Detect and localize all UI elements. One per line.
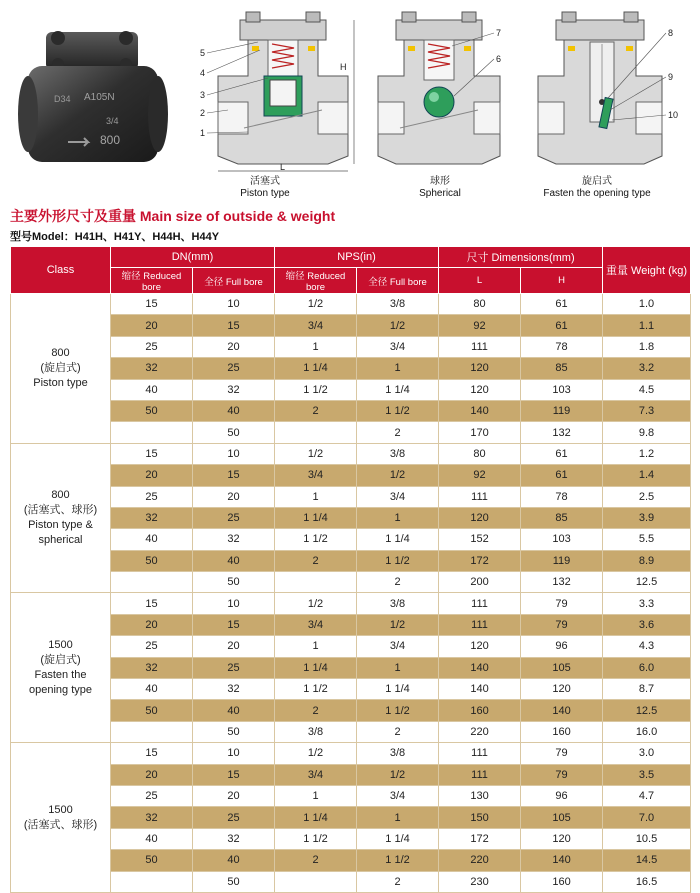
- cell-dn-reduced: 20: [111, 614, 193, 635]
- class-line: Fasten the: [34, 668, 87, 681]
- valve-photo: [8, 14, 168, 174]
- cell-nps-full: 1 1/4: [357, 529, 439, 550]
- cell-dn-full: 25: [193, 507, 275, 528]
- dim-l-label: L: [280, 162, 286, 172]
- cell-nps-full: 1 1/2: [357, 850, 439, 871]
- class-line: 800: [51, 346, 70, 359]
- cell-dn-reduced: 40: [111, 828, 193, 849]
- cell-dim-l: 120: [439, 358, 521, 379]
- cell-dn-full: 10: [193, 743, 275, 764]
- cell-weight: 12.5: [603, 700, 691, 721]
- class-line: spherical: [38, 534, 83, 547]
- callout-1: 1: [200, 128, 206, 138]
- cell-nps-reduced: 1: [275, 785, 357, 806]
- cell-dim-l: 111: [439, 764, 521, 785]
- cell-dn-full: 40: [193, 400, 275, 421]
- cell-dn-full: 10: [193, 294, 275, 315]
- cell-nps-reduced: [275, 422, 357, 443]
- cell-dim-l: 200: [439, 572, 521, 593]
- cell-dim-l: 80: [439, 294, 521, 315]
- cell-weight: 14.5: [603, 850, 691, 871]
- cell-nps-reduced: 1: [275, 636, 357, 657]
- cell-dim-l: 150: [439, 807, 521, 828]
- cell-dn-full: 20: [193, 636, 275, 657]
- cell-dn-reduced: [111, 572, 193, 593]
- table-row: [11, 850, 691, 871]
- class-line: (活塞式、球形): [23, 504, 98, 517]
- cell-nps-full: 3/4: [357, 636, 439, 657]
- cell-dn-reduced: 40: [111, 679, 193, 700]
- class-line: (旋启式): [40, 653, 81, 666]
- table-row: [11, 507, 691, 528]
- size-weight-table: [10, 246, 691, 893]
- cell-dn-full: 50: [193, 422, 275, 443]
- cell-nps-reduced: 1/2: [275, 443, 357, 464]
- cell-dim-l: 120: [439, 507, 521, 528]
- cell-dn-full: 15: [193, 315, 275, 336]
- table-row: [11, 315, 691, 336]
- cell-dim-h: 79: [521, 743, 603, 764]
- cell-dim-l: 111: [439, 743, 521, 764]
- cell-dim-h: 132: [521, 422, 603, 443]
- table-row: [11, 871, 691, 892]
- table-row: [11, 614, 691, 635]
- callout-10: 10: [668, 110, 679, 120]
- class-line: opening type: [29, 683, 92, 696]
- cell-dim-l: 111: [439, 486, 521, 507]
- cell-nps-reduced: 3/4: [275, 614, 357, 635]
- cell-weight: 4.7: [603, 785, 691, 806]
- cell-nps-reduced: 1 1/2: [275, 679, 357, 700]
- cell-dn-reduced: [111, 422, 193, 443]
- cell-nps-full: 3/4: [357, 486, 439, 507]
- cell-dn-reduced: 25: [111, 785, 193, 806]
- cell-dn-full: 15: [193, 764, 275, 785]
- cell-nps-full: 1: [357, 358, 439, 379]
- table-row: [11, 785, 691, 806]
- cell-dn-reduced: 25: [111, 486, 193, 507]
- cell-nps-reduced: 1/2: [275, 743, 357, 764]
- class-line: Piston type &: [28, 519, 93, 532]
- cell-dn-full: 25: [193, 657, 275, 678]
- cell-nps-full: 1/2: [357, 764, 439, 785]
- table-row: [11, 379, 691, 400]
- cell-dim-l: 92: [439, 315, 521, 336]
- fasten-caption-en: Fasten the opening type: [543, 188, 651, 199]
- cell-dn-full: 25: [193, 358, 275, 379]
- header-nps-full: 全径 Full bore: [357, 268, 439, 294]
- cell-dn-reduced: 32: [111, 657, 193, 678]
- cell-weight: 2.5: [603, 486, 691, 507]
- cell-weight: 1.0: [603, 294, 691, 315]
- cell-dn-reduced: 15: [111, 294, 193, 315]
- callout-8: 8: [668, 28, 674, 38]
- fasten-caption: [537, 176, 657, 200]
- cell-nps-reduced: 1 1/4: [275, 507, 357, 528]
- cell-dim-h: 61: [521, 294, 603, 315]
- table-row: [11, 400, 691, 421]
- cell-nps-reduced: 1 1/4: [275, 807, 357, 828]
- cell-weight: 6.0: [603, 657, 691, 678]
- cell-dim-l: 120: [439, 379, 521, 400]
- cell-weight: 8.7: [603, 679, 691, 700]
- body-mark-size: 3/4: [106, 116, 119, 126]
- cell-dn-full: 20: [193, 336, 275, 357]
- cell-dim-h: 120: [521, 679, 603, 700]
- cell-dn-reduced: 50: [111, 700, 193, 721]
- cell-weight: 3.5: [603, 764, 691, 785]
- cell-nps-reduced: 1: [275, 336, 357, 357]
- cell-dim-l: 130: [439, 785, 521, 806]
- cell-dim-h: 119: [521, 550, 603, 571]
- spherical-caption-en: Spherical: [419, 188, 461, 199]
- cell-dim-l: 92: [439, 465, 521, 486]
- table-row: [11, 529, 691, 550]
- cell-dn-reduced: 15: [111, 743, 193, 764]
- cell-nps-full: 3/4: [357, 336, 439, 357]
- header-dimensions: 尺寸 Dimensions(mm): [439, 247, 603, 268]
- table-row: [11, 294, 691, 315]
- callout-9: 9: [668, 72, 674, 82]
- table-row: [11, 679, 691, 700]
- cell-dim-l: 170: [439, 422, 521, 443]
- cell-dim-h: 96: [521, 636, 603, 657]
- cell-dn-reduced: [111, 871, 193, 892]
- cell-nps-full: 1: [357, 807, 439, 828]
- cell-dn-reduced: 25: [111, 636, 193, 657]
- cell-weight: 8.9: [603, 550, 691, 571]
- cell-dim-l: 172: [439, 828, 521, 849]
- spherical-caption-zh: 球形: [430, 176, 450, 187]
- table-row: [11, 657, 691, 678]
- cell-nps-full: 1 1/4: [357, 379, 439, 400]
- cell-nps-full: 1 1/4: [357, 679, 439, 700]
- cell-nps-reduced: 2: [275, 700, 357, 721]
- table-row: [11, 486, 691, 507]
- header-dn: DN(mm): [111, 247, 275, 268]
- cell-dim-l: 120: [439, 636, 521, 657]
- header-l: L: [439, 268, 521, 294]
- cell-nps-reduced: 1 1/4: [275, 358, 357, 379]
- cell-nps-full: 2: [357, 422, 439, 443]
- callout-7: 7: [496, 28, 502, 38]
- table-row: [11, 593, 691, 614]
- header-nps: NPS(in): [275, 247, 439, 268]
- table-row: [11, 443, 691, 464]
- cell-nps-reduced: 1: [275, 486, 357, 507]
- cell-dim-h: 103: [521, 379, 603, 400]
- header-weight: 重量 Weight (kg): [603, 247, 691, 294]
- fasten-opening-diagram: [528, 6, 693, 176]
- cell-nps-reduced: 3/4: [275, 315, 357, 336]
- cell-dim-l: 140: [439, 679, 521, 700]
- table-row: [11, 743, 691, 764]
- cell-nps-full: 3/4: [357, 785, 439, 806]
- cell-dn-full: 50: [193, 721, 275, 742]
- cell-nps-reduced: 1 1/2: [275, 828, 357, 849]
- dim-h-label: H: [340, 62, 347, 72]
- piston-caption: [215, 176, 315, 200]
- cell-dn-full: 50: [193, 871, 275, 892]
- cell-weight: 4.3: [603, 636, 691, 657]
- class-line: 800: [51, 489, 70, 502]
- callout-3: 3: [200, 90, 206, 100]
- cell-dim-l: 111: [439, 336, 521, 357]
- cell-dim-h: 85: [521, 358, 603, 379]
- cell-nps-reduced: 2: [275, 550, 357, 571]
- cell-nps-full: 3/8: [357, 294, 439, 315]
- cell-nps-reduced: [275, 572, 357, 593]
- cell-dn-full: 10: [193, 593, 275, 614]
- piston-caption-zh: 活塞式: [250, 176, 280, 187]
- cell-dim-h: 79: [521, 764, 603, 785]
- cell-dim-h: 160: [521, 871, 603, 892]
- table-row: [11, 572, 691, 593]
- cell-dn-reduced: 32: [111, 358, 193, 379]
- cell-nps-full: 1/2: [357, 315, 439, 336]
- cell-dn-full: 20: [193, 785, 275, 806]
- cell-dim-l: 140: [439, 400, 521, 421]
- table-row: [11, 807, 691, 828]
- cell-nps-full: 1: [357, 507, 439, 528]
- piston-type-diagram: [198, 6, 358, 176]
- cell-dn-full: 32: [193, 828, 275, 849]
- cell-dim-l: 111: [439, 614, 521, 635]
- table-row: [11, 700, 691, 721]
- cell-dim-h: 120: [521, 828, 603, 849]
- cell-dim-l: 230: [439, 871, 521, 892]
- cell-weight: 3.3: [603, 593, 691, 614]
- cell-dim-h: 105: [521, 807, 603, 828]
- cell-dim-l: 80: [439, 443, 521, 464]
- class-cell: [11, 294, 111, 444]
- class-line: (旋启式): [40, 361, 81, 374]
- cell-weight: 10.5: [603, 828, 691, 849]
- table-row: [11, 358, 691, 379]
- body-mark-a105n: A105N: [84, 92, 115, 103]
- cell-dn-full: 32: [193, 679, 275, 700]
- cell-dim-h: 140: [521, 700, 603, 721]
- cell-dn-reduced: 32: [111, 807, 193, 828]
- cell-dn-full: 40: [193, 850, 275, 871]
- cell-nps-full: 3/8: [357, 443, 439, 464]
- cell-dn-reduced: [111, 721, 193, 742]
- cell-nps-full: 2: [357, 572, 439, 593]
- class-line: Piston type: [33, 376, 88, 389]
- cell-weight: 1.1: [603, 315, 691, 336]
- callout-4: 4: [200, 68, 206, 78]
- cell-nps-full: 1: [357, 657, 439, 678]
- cell-dim-h: 119: [521, 400, 603, 421]
- cell-dim-l: 172: [439, 550, 521, 571]
- cell-dn-full: 32: [193, 529, 275, 550]
- cell-dim-h: 79: [521, 593, 603, 614]
- cell-weight: 16.5: [603, 871, 691, 892]
- cell-nps-full: 3/8: [357, 593, 439, 614]
- cell-weight: 5.5: [603, 529, 691, 550]
- spherical-caption: [395, 176, 485, 200]
- header-dn-reduced: 缩径 Reduced bore: [111, 268, 193, 294]
- cell-dn-full: 40: [193, 700, 275, 721]
- cell-weight: 9.8: [603, 422, 691, 443]
- class-line: 1500: [48, 803, 73, 816]
- spherical-diagram: [370, 6, 510, 176]
- body-mark-class: 800: [100, 133, 121, 147]
- cell-dn-reduced: 15: [111, 443, 193, 464]
- cell-nps-reduced: 3/4: [275, 465, 357, 486]
- table-row: [11, 336, 691, 357]
- cell-nps-reduced: 1/2: [275, 593, 357, 614]
- cell-dim-l: 160: [439, 700, 521, 721]
- table-row: [11, 721, 691, 742]
- table-row: [11, 764, 691, 785]
- cell-nps-full: 2: [357, 721, 439, 742]
- cell-dn-reduced: 50: [111, 400, 193, 421]
- callout-2: 2: [200, 108, 206, 118]
- cell-dn-full: 50: [193, 572, 275, 593]
- cell-dn-reduced: 15: [111, 593, 193, 614]
- cell-nps-full: 1/2: [357, 465, 439, 486]
- table-row: [11, 636, 691, 657]
- cell-dn-full: 20: [193, 486, 275, 507]
- cell-weight: 3.0: [603, 743, 691, 764]
- cell-dim-h: 78: [521, 336, 603, 357]
- table-row: [11, 465, 691, 486]
- table-row: [11, 828, 691, 849]
- cell-dim-h: 78: [521, 486, 603, 507]
- section-heading: 主要外形尺寸及重量 Main size of outside & weight: [10, 208, 336, 224]
- cell-dim-h: 61: [521, 443, 603, 464]
- model-line: 型号Model：H41H、H41Y、H44H、H44Y: [10, 231, 220, 243]
- class-cell: [11, 593, 111, 743]
- callout-5: 5: [200, 48, 206, 58]
- cell-nps-reduced: 1 1/2: [275, 529, 357, 550]
- cell-dim-h: 132: [521, 572, 603, 593]
- cell-dn-reduced: 25: [111, 336, 193, 357]
- cell-nps-reduced: 3/8: [275, 721, 357, 742]
- cell-dn-full: 25: [193, 807, 275, 828]
- cell-dim-l: 111: [439, 593, 521, 614]
- piston-caption-en: Piston type: [240, 188, 290, 199]
- callout-6: 6: [496, 54, 502, 64]
- class-cell: [11, 743, 111, 893]
- cell-nps-full: 1/2: [357, 614, 439, 635]
- cell-dim-h: 103: [521, 529, 603, 550]
- cell-dn-full: 32: [193, 379, 275, 400]
- table-row: [11, 422, 691, 443]
- fasten-caption-zh: 旋启式: [582, 176, 612, 187]
- cell-dim-h: 160: [521, 721, 603, 742]
- cell-nps-reduced: [275, 871, 357, 892]
- cell-weight: 12.5: [603, 572, 691, 593]
- cell-weight: 1.2: [603, 443, 691, 464]
- cell-weight: 3.6: [603, 614, 691, 635]
- cell-weight: 4.5: [603, 379, 691, 400]
- cell-dn-full: 15: [193, 465, 275, 486]
- cell-weight: 3.9: [603, 507, 691, 528]
- cell-nps-full: 1 1/2: [357, 550, 439, 571]
- cell-dim-l: 152: [439, 529, 521, 550]
- cell-dim-h: 79: [521, 614, 603, 635]
- cell-dim-l: 220: [439, 850, 521, 871]
- cell-dn-reduced: 20: [111, 764, 193, 785]
- cell-nps-reduced: 1/2: [275, 294, 357, 315]
- cell-dn-reduced: 50: [111, 850, 193, 871]
- cell-nps-reduced: 3/4: [275, 764, 357, 785]
- cell-dim-l: 220: [439, 721, 521, 742]
- cell-dim-h: 96: [521, 785, 603, 806]
- header-nps-reduced: 缩径 Reduced bore: [275, 268, 357, 294]
- class-line: 1500: [48, 638, 73, 651]
- header-class: Class: [11, 247, 111, 294]
- cell-nps-full: 2: [357, 871, 439, 892]
- cell-nps-reduced: 1 1/2: [275, 379, 357, 400]
- cell-nps-reduced: 2: [275, 400, 357, 421]
- cell-weight: 1.8: [603, 336, 691, 357]
- cell-nps-full: 3/8: [357, 743, 439, 764]
- cell-dn-reduced: 32: [111, 507, 193, 528]
- cell-dim-h: 105: [521, 657, 603, 678]
- cell-dn-reduced: 40: [111, 529, 193, 550]
- header-dn-full: 全径 Full bore: [193, 268, 275, 294]
- cell-dn-full: 40: [193, 550, 275, 571]
- cell-nps-reduced: 2: [275, 850, 357, 871]
- cell-dim-l: 140: [439, 657, 521, 678]
- cell-dn-reduced: 40: [111, 379, 193, 400]
- cell-nps-full: 1 1/2: [357, 700, 439, 721]
- cell-dn-reduced: 20: [111, 465, 193, 486]
- cell-weight: 16.0: [603, 721, 691, 742]
- cell-dn-reduced: 20: [111, 315, 193, 336]
- cell-dn-reduced: 50: [111, 550, 193, 571]
- cell-weight: 7.3: [603, 400, 691, 421]
- cell-dn-full: 15: [193, 614, 275, 635]
- cell-nps-full: 1 1/2: [357, 400, 439, 421]
- cell-dim-h: 140: [521, 850, 603, 871]
- cell-dim-h: 61: [521, 465, 603, 486]
- body-mark-d34: D34: [54, 94, 71, 104]
- table-body: [11, 294, 691, 893]
- cell-nps-reduced: 1 1/4: [275, 657, 357, 678]
- class-line: (活塞式、球形): [23, 818, 98, 831]
- cell-dim-h: 61: [521, 315, 603, 336]
- cell-weight: 1.4: [603, 465, 691, 486]
- header-h: H: [521, 268, 603, 294]
- cell-dim-h: 85: [521, 507, 603, 528]
- cell-weight: 7.0: [603, 807, 691, 828]
- cell-nps-full: 1 1/4: [357, 828, 439, 849]
- class-cell: [11, 443, 111, 593]
- table-row: [11, 550, 691, 571]
- cell-weight: 3.2: [603, 358, 691, 379]
- cell-dn-full: 10: [193, 443, 275, 464]
